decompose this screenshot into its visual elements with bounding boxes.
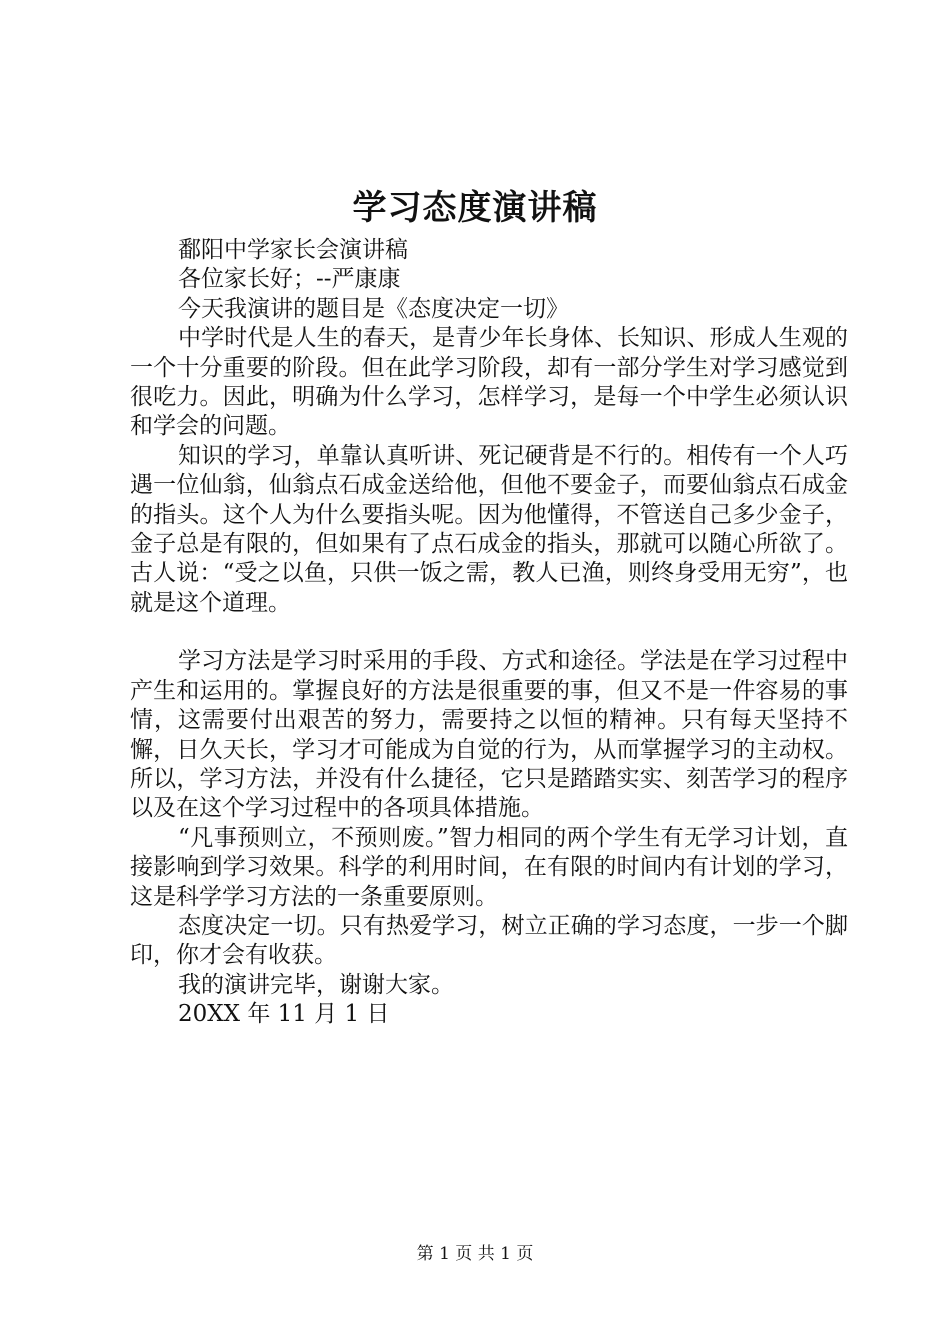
paragraph-body: 学习方法是学习时采用的手段、方式和途径。学法是在学习过程中产生和运用的。掌握良好的方法是很重要的事，但又不是一件容易的事情，这需要付出艰苦的努力，需要持之以恒的精神。只有每天坚持不懈，日久天长，学习才可能成为自觉的行为，从而掌握学习的主动权。所以，学习方法，并没有什么捷径，它只是踏踏实实、刻苦学习的程序以及在这个学习过程中的各项具体措施。 [130,648,848,822]
paragraph-heading-line: 鄱阳中学家长会演讲稿 [178,237,408,263]
paragraph-body: “凡事预则立，不预则废。”智力相同的两个学生有无学习计划，直接影响到学习效果。科学的利用时间，在有限的时间内有计划的学习，这是科学学习方法的一条重要原则。 [130,824,848,910]
paragraph-date: 20XX 年 11 月 1 日 [178,1001,390,1028]
page-title: 学习态度演讲稿 [352,188,598,228]
paragraph-closing: 我的演讲完毕，谢谢大家。 [178,971,454,998]
paragraph-body: 中学时代是人生的春天，是青少年长身体、长知识、形成人生观的一个十分重要的阶段。但在此学习阶段，却有一部分学生对学习感觉到很吃力。因此，明确为什么学习，怎样学习，是每一个中学生必须认识和学会的问题。 [130,325,848,440]
paragraph-topic: 今天我演讲的题目是《态度决定一切》 [178,295,569,322]
page-number-footer: 第 1 页 共 1 页 [416,1244,534,1264]
paragraph-greeting: 各位家长好；--严康康 [178,266,401,293]
paragraph-body: 态度决定一切。只有热爱学习，树立正确的学习态度，一步一个脚印，你才会有收获。 [130,912,848,969]
document-body [130,236,848,1030]
paragraph-body: 知识的学习，单靠认真听讲、死记硬背是不行的。相传有一个人巧遇一位仙翁，仙翁点石成金送给他，但他不要金子，而要仙翁点石成金的指头。这个人为什么要指头呢。因为他懂得，不管送自己多少金子，金子总是有限的，但如果有了点石成金的指头，那就可以随心所欲了。古人说：“受之以鱼，只供一饭之需，教人已渔，则终身受用无穷”，也就是这个道理。 [130,442,848,616]
